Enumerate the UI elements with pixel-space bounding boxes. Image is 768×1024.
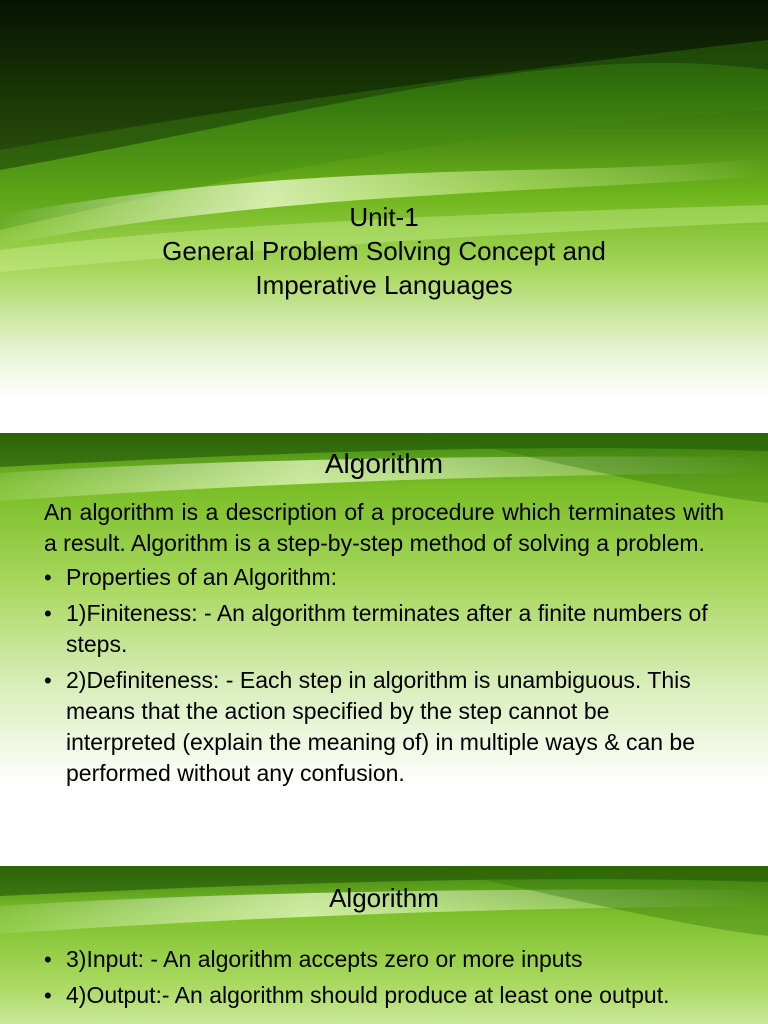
title-slide <box>0 0 768 432</box>
title-line: Imperative Languages <box>255 270 513 300</box>
bullet-text: 2)Definiteness: - Each step in algorithm is unambiguous. This means that the action specified by the step cannot be interpreted (explain the meaning of) in multiple ways & can be performed without any confusion. <box>66 667 696 786</box>
algorithm-slide <box>0 433 768 866</box>
bullet-text: 4)Output:- An algorithm should produce at least one output. <box>66 982 670 1008</box>
algorithm-slide-continued <box>0 866 768 1024</box>
bullet-text: Properties of an Algorithm: <box>66 564 338 590</box>
list-item <box>44 562 724 593</box>
bullet-icon: • <box>44 565 52 590</box>
definition-paragraph: An algorithm is a description of a procedure which terminates with a result. Algorithm is a step-by-step method of solving a problem. <box>44 499 724 556</box>
title-line: Unit-1 <box>349 202 419 232</box>
title-line: General Problem Solving Concept and <box>162 236 606 266</box>
slide-body <box>44 497 724 794</box>
list-item <box>44 980 724 1011</box>
slide-heading: Algorithm <box>329 883 439 913</box>
list-item <box>44 944 724 975</box>
slide-title <box>0 200 768 302</box>
bullet-icon: • <box>44 947 52 972</box>
bullet-text: 1)Finiteness: - An algorithm terminates after a finite numbers of steps. <box>66 600 708 657</box>
bullet-list <box>44 562 724 789</box>
slide-body <box>44 944 724 1016</box>
list-item <box>44 665 724 789</box>
bullet-icon: • <box>44 668 52 693</box>
bullet-list <box>44 944 724 1011</box>
bullet-icon: • <box>44 601 52 626</box>
bullet-icon: • <box>44 983 52 1008</box>
list-item <box>44 598 724 660</box>
slide-heading: Algorithm <box>324 448 444 479</box>
bullet-text: 3)Input: - An algorithm accepts zero or more inputs <box>66 946 583 972</box>
